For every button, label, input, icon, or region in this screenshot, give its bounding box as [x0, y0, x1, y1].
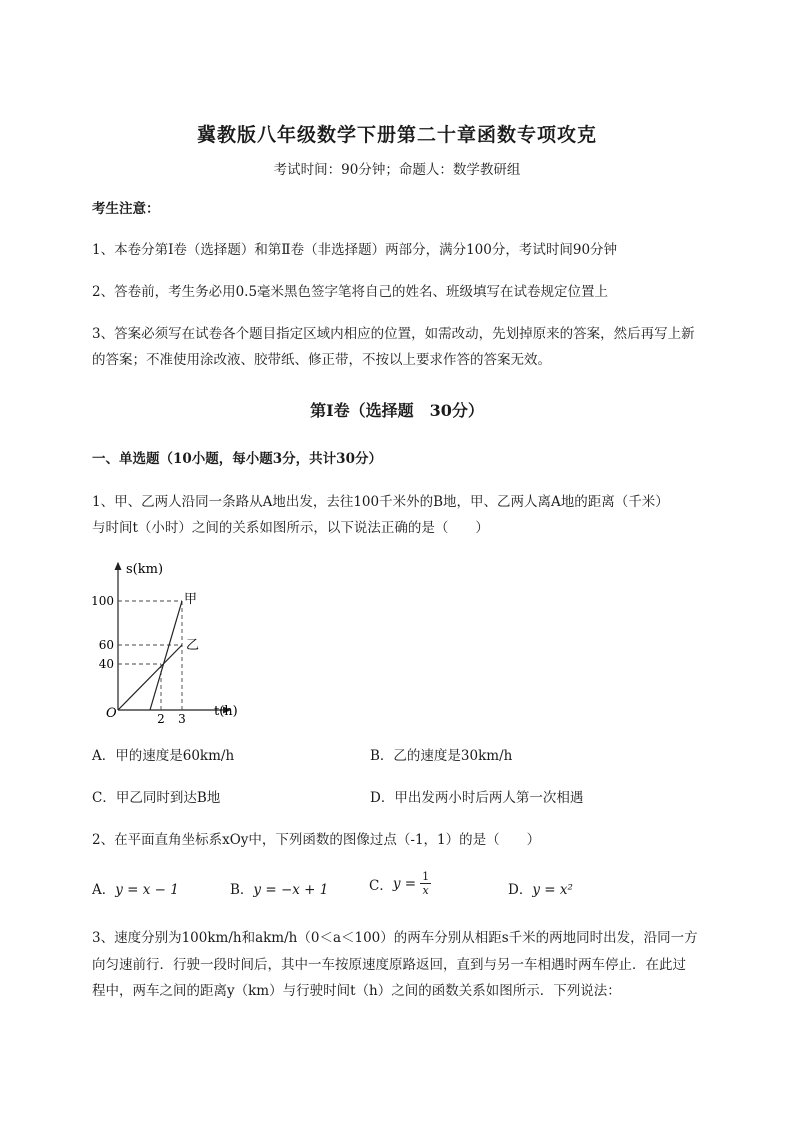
y-tick-60: 60 [98, 638, 114, 652]
q1-option-a: A．甲的速度是60km/h [92, 748, 235, 764]
q2-option-c-label: C． [369, 877, 393, 894]
part-heading: 一、单选题（10小题，每小题3分，共计30分） [92, 451, 382, 467]
question-2-line-1: 2、在平面直角坐标系xOy中，下列函数的图像过点（-1，1）的是（ ） [92, 832, 541, 848]
q2-option-d-label: D． [508, 882, 533, 898]
origin-label: O [106, 706, 117, 721]
section-title: 第Ⅰ卷（选择题 30分） [310, 401, 484, 420]
line-jia [150, 601, 182, 710]
question-1-line-2: 与时间t（小时）之间的关系如图所示，以下说法正确的是（ ） [92, 520, 489, 536]
q2-option-b-label: B． [230, 882, 254, 898]
q2-option-b-expr: y = −x + 1 [253, 882, 329, 898]
q1-option-c: C．甲乙同时到达B地 [92, 790, 221, 806]
document-title: 冀教版八年级数学下册第二十章函数专项攻克 [196, 124, 597, 146]
label-yi: 乙 [186, 638, 200, 653]
q2-option-c-numerator: 1 [422, 870, 430, 883]
line-yi [118, 645, 182, 710]
exam-info: 考试时间：90分钟；命题人：数学教研组 [273, 162, 521, 178]
notice-item-2: 2、答卷前，考生务必用0.5毫米黑色签字笔将自己的姓名、班级填写在试卷规定位置上 [92, 284, 609, 300]
q2-option-d-expr: y = x² [532, 882, 573, 898]
q2-option-c [369, 870, 431, 897]
x-tick-3: 3 [178, 712, 186, 725]
q1-option-b: B．乙的速度是30km/h [370, 748, 513, 764]
label-jia: 甲 [184, 592, 198, 607]
question-3-line-1: 3、速度分别为100km/h和akm/h（0＜a＜100）的两车分别从相距s千米的两地同时出发，沿同一方 [92, 930, 698, 946]
y-axis-label: s(km) [126, 562, 164, 577]
x-axis-label: t(h) [214, 704, 238, 719]
q1-option-d: D．甲出发两小时后两人第一次相遇 [370, 790, 584, 806]
x-tick-2: 2 [157, 712, 165, 725]
notice-item-1: 1、本卷分第Ⅰ卷（选择题）和第Ⅱ卷（非选择题）两部分，满分100分，考试时间90分钟 [92, 242, 618, 258]
q2-option-a [92, 878, 179, 898]
y-tick-40: 40 [98, 657, 114, 671]
q2-option-c-fraction [420, 870, 431, 897]
question-1-line-1: 1、甲、乙两人沿同一条路从A地出发，去往100千米外的B地，甲、乙两人离A地的距离（千米） [92, 494, 669, 510]
notice-heading: 考生注意： [92, 201, 160, 217]
q2-option-a-expr: y = x − 1 [115, 882, 179, 898]
question-1-graph [90, 555, 255, 725]
q2-option-c-lhs: y = [392, 875, 417, 892]
question-3-line-3: 程中，两车之间的距离y（km）与行驶时间t（h）之间的函数关系如图所示．下列说法： [92, 983, 621, 999]
notice-item-3-cont: 的答案；不准使用涂改液、胶带纸、修正带，不按以上要求作答的答案无效。 [92, 352, 551, 368]
notice-item-3: 3、答案必须写在试卷各个题目指定区域内相应的位置，如需改动，先划掉原来的答案，然后再写上新 [92, 326, 695, 342]
y-tick-100: 100 [91, 594, 114, 608]
question-3-line-2: 向匀速前行．行驶一段时间后，其中一车按原速度原路返回，直到与另一车相遇时两车停止．在此过 [92, 957, 686, 973]
q2-option-b [230, 878, 328, 898]
q2-option-d [508, 878, 573, 898]
q2-option-a-label: A． [92, 882, 116, 898]
q2-option-c-denominator: x [422, 884, 429, 897]
